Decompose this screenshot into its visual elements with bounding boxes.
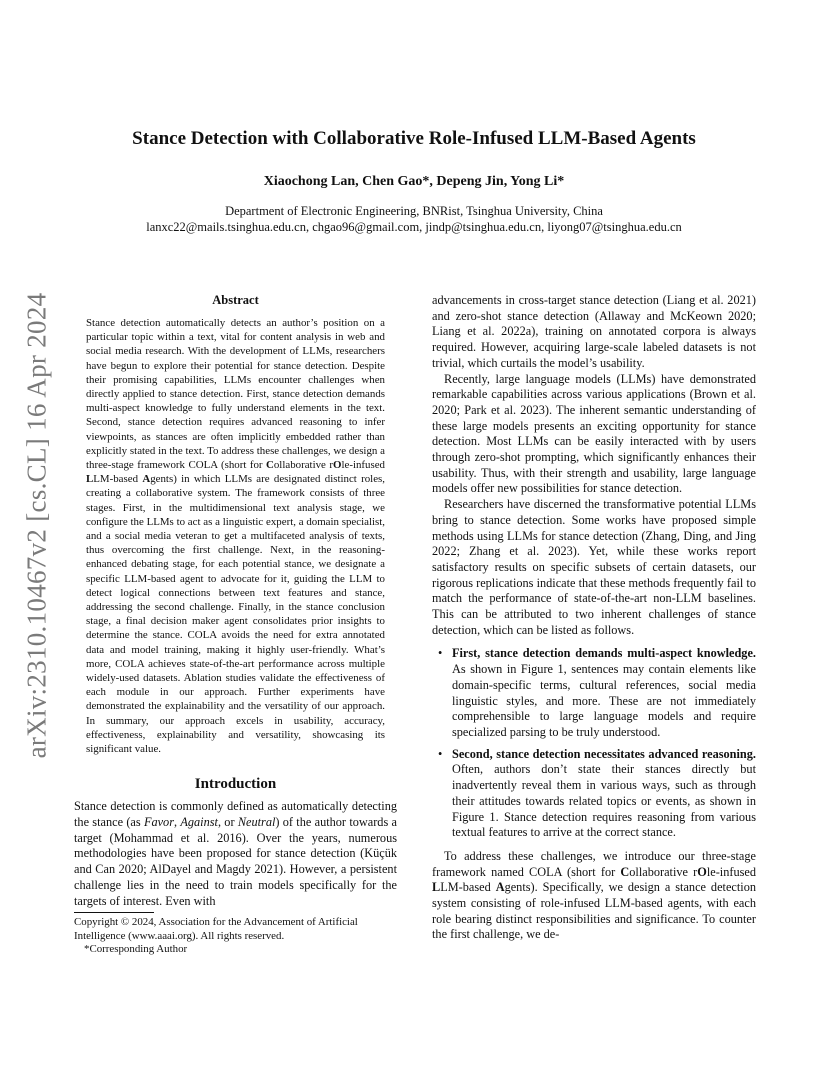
abstract-part: ollaborative r xyxy=(273,459,333,472)
paragraph-part: To address these challenges, we introduce our three-stage framework named COLA (short for xyxy=(432,848,756,879)
abstract-heading: Abstract xyxy=(212,293,259,307)
left-column xyxy=(74,293,397,909)
acronym-letter: L xyxy=(432,880,441,895)
acronym-letter: O xyxy=(332,459,342,472)
paragraph-part: LM-based xyxy=(440,880,496,895)
intro-paragraph xyxy=(74,799,397,909)
intro-part: , or xyxy=(217,815,238,829)
acronym-letter: C xyxy=(620,864,630,879)
paragraph: Researchers have discerned the transformative potential LLMs bring to stance detection. Some works have proposed simple methods using LLMs for stance detection (Zhang, Ding, and Jing 2022; Zhang et al. 2023). Yet, while these works report satisfactory results on specific subsets of certain datasets, our rigorous replications indicate that these methods frequently fail to match the performance of state-of-the-art non-LLM baselines. This can be attributed to two inherent challenges of stance detection, which can be listed as follows. xyxy=(432,497,756,637)
abstract-part: le-infused xyxy=(341,459,385,472)
footnote-rule xyxy=(74,912,154,913)
introduction-heading: Introduction xyxy=(194,776,277,793)
paragraph-part: ollaborative r xyxy=(629,864,698,879)
list-item xyxy=(432,646,756,740)
footnote xyxy=(74,912,397,957)
intro-part: , xyxy=(174,815,181,829)
paragraph-part: gents). Specifically, we design a stance detection system consisting of role-infused LLM-based agents, with each role bearing distinct responsibilities and significance. To counter the first challenge, we de- xyxy=(432,880,756,942)
paper-title: Stance Detection with Collaborative Role-Infused LLM-Based Agents xyxy=(132,128,696,149)
acronym-letter: O xyxy=(697,864,707,879)
paragraph: advancements in cross-target stance detection (Liang et al. 2021) and zero-shot stance detection (Allaway and McKeown 2020; Liang et al. 2022a), training on annotated corpora is always required. However, acquiring large-scale labeled datasets is not trivial, which curtails the model’s usability. xyxy=(432,293,756,370)
abstract-text xyxy=(86,316,385,756)
challenge-list xyxy=(432,646,756,840)
list-item xyxy=(432,747,756,841)
affiliation-block xyxy=(70,203,758,235)
right-column xyxy=(432,293,756,943)
stance-label-neutral: Neutral xyxy=(237,815,276,829)
bullet-heading: Second, stance detection necessitates advanced reasoning. xyxy=(452,746,756,761)
stance-label-favor: Favor xyxy=(143,815,174,829)
intro-part: ) of the author towards a target (Mohammad et al. 2016). Over the years, numerous methodologies have been proposed for stance detection (Küçük and Can 2020; AlDayel and Magdy 2021). However, a persistent challenge lies in the need to train models specifically for the targets of interest. Even with xyxy=(74,815,397,908)
bullet-heading: First, stance detection demands multi-aspect knowledge. xyxy=(452,646,756,661)
abstract-part: Stance detection automatically detects an author’s position on a particular topic within a text, vital for content analysis in web and social media research. With the development of LLMs, researchers have begun to explore their potential for stance detection. Despite their promising capabilities, LLMs encounter challenges when directly applied to stance detection. First, stance detection demands multi-aspect knowledge to fully understand elements in the text. Second, stance detection requires advanced reasoning to infer viewpoints, as stances are often implicitly embedded rather than explicitly stated in the text. To address these challenges, we design a three-stage framework COLA (short for xyxy=(86,317,385,472)
bullet-text: Often, authors don’t state their stances directly but inadvertently reveal them in various ways, such as through their attitudes towards related topics or events, as shown in Figure 1. Stance detection requires reasoning from various textual features to arrive at the correct stance. xyxy=(452,762,756,840)
acronym-letter: A xyxy=(495,880,505,895)
arxiv-id: arXiv:2310.10467v2 [cs.CL] 16 Apr 2024 xyxy=(21,292,52,758)
affiliation: Department of Electronic Engineering, BNRist, Tsinghua University, China xyxy=(225,204,603,218)
copyright-notice: Copyright © 2024, Association for the Advancement of Artificial Intelligence (www.aaai.org). All rights reserved. xyxy=(74,916,358,942)
stance-label-against: Against xyxy=(180,815,218,829)
author-list: Xiaochong Lan, Chen Gao*, Depeng Jin, Yong Li* xyxy=(263,174,565,189)
acronym-letter: A xyxy=(142,473,151,486)
abstract-part: gents) in which LLMs are designated distinct roles, creating a collaborative system. The framework consists of three stages. First, in the multidimensional text analysis stage, we configure the LLMs to act as a linguistic expert, a domain specialist, and a social media veteran to get a multifaceted analysis of texts, thus overcoming the first challenge. Next, in the reasoning-enhanced debating stage, for each potential stance, we designate a specific LLM-based agent to advocate for it, guiding the LLM to detect logical connections between text features and stance, addressing the second challenge. Finally, in the stance conclusion stage, a final decision maker agent consolidates prior insights to determine the stance. COLA avoids the need for extra annotated data and model training, making it highly user-friendly. What’s more, COLA achieves state-of-the-art performance across multiple widely-used datasets. Ablation studies validate the effectiveness of each module in our approach. Further experiments have demonstrated the explainability and the versatility of our approach. In summary, our approach excels in usability, accuracy, effectiveness, explainability and versatility, showcasing its significant value. xyxy=(86,473,386,756)
abstract-part: LM-based xyxy=(93,473,143,486)
bullet-icon: • xyxy=(438,746,443,761)
paragraph xyxy=(432,849,756,943)
acronym-letter: L xyxy=(86,473,94,486)
author-emails: lanxc22@mails.tsinghua.edu.cn, chgao96@gmail.com, jindp@tsinghua.edu.cn, liyong07@tsinghua.edu.cn xyxy=(146,220,682,234)
arxiv-stamp xyxy=(22,290,52,760)
intro-part: Stance detection is commonly defined as automatically detecting the stance (as xyxy=(74,799,397,829)
bullet-text: As shown in Figure 1, sentences may contain elements like domain-specific terms, cultural references, social media linguistic styles, and more. These are not immediately comprehensible to large language models and require specialized parsing to be truly understood. xyxy=(452,662,756,739)
paragraph: Recently, large language models (LLMs) have demonstrated remarkable capabilities across various applications (Brown et al. 2020; Park et al. 2023). The inherent semantic understanding of these large models presents an exciting opportunity for stance detection. Most LLMs can be easily interacted with by users through zero-shot prompting, which significantly enhances their usability. Thus, with their strength and usability, large language models offer new possibilities for stance detection. xyxy=(432,371,756,496)
corresponding-author-note: *Corresponding Author xyxy=(84,943,188,956)
acronym-letter: C xyxy=(265,459,274,472)
paragraph-part: le-infused xyxy=(706,864,756,879)
bullet-icon: • xyxy=(438,646,443,661)
